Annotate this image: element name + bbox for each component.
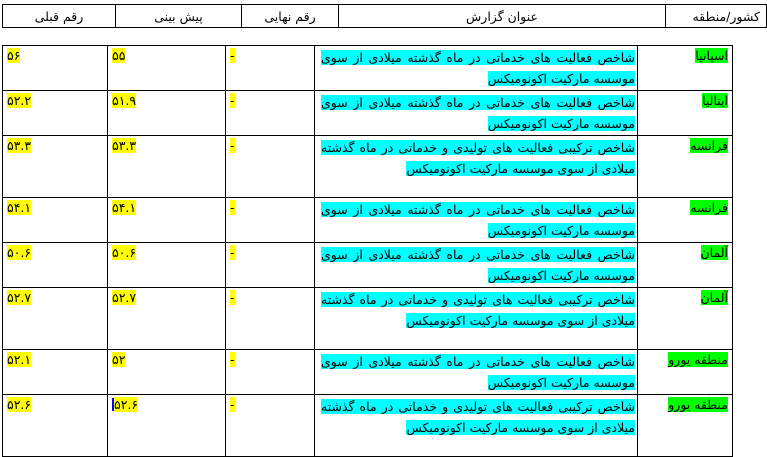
cell-previous[interactable] <box>3 136 108 198</box>
forecast-text: ۵۲ <box>112 352 126 367</box>
country-text: منطقه یورو <box>668 397 728 412</box>
cell-country[interactable] <box>638 243 733 288</box>
previous-text: ۵۶ <box>7 48 21 63</box>
title-text: شاخص ترکیبی فعالیت های تولیدی و خدماتی در ماه گذشته میلادی از سوی موسسه مارکیت اکونومیکس <box>321 399 635 435</box>
cell-final[interactable] <box>226 243 315 288</box>
cell-forecast[interactable] <box>108 243 226 288</box>
title-text: شاخص فعالیت های خدماتی در ماه گذشته میلادی از سوی موسسه مارکیت اکونومیکس <box>321 354 635 390</box>
cell-final[interactable] <box>226 91 315 136</box>
table-row <box>3 243 733 288</box>
header-table <box>2 4 767 28</box>
cell-previous[interactable] <box>3 395 108 457</box>
previous-text: ۵۲.۱ <box>7 352 32 367</box>
header-row <box>3 5 767 28</box>
country-text: آلمان <box>700 245 728 260</box>
final-text: - <box>230 245 235 260</box>
final-text: - <box>230 352 235 367</box>
forecast-text: ۵۴.۱ <box>112 200 137 215</box>
forecast-text: ۵۲.۷ <box>112 290 137 305</box>
forecast-text: ۵۵ <box>112 48 126 63</box>
cell-previous[interactable] <box>3 288 108 350</box>
final-text: - <box>230 138 235 153</box>
title-text: شاخص فعالیت های خدماتی در ماه گذشته میلادی از سوی موسسه مارکیت اکونومیکس <box>321 95 635 131</box>
cell-forecast[interactable] <box>108 288 226 350</box>
title-text: شاخص ترکیبی فعالیت های تولیدی و خدماتی در ماه گذشته میلادی از سوی موسسه مارکیت اکونومیکس <box>321 292 635 328</box>
country-text: منطقه یورو <box>668 352 728 367</box>
cell-country[interactable] <box>638 288 733 350</box>
cell-title[interactable] <box>315 243 638 288</box>
header-previous[interactable]: رقم قبلی <box>3 5 116 28</box>
cell-previous[interactable] <box>3 46 108 91</box>
cell-previous[interactable] <box>3 91 108 136</box>
cell-title[interactable] <box>315 198 638 243</box>
table-row <box>3 91 733 136</box>
final-text: - <box>230 290 235 305</box>
final-text: - <box>230 397 235 412</box>
table-row <box>3 395 733 457</box>
cell-title[interactable] <box>315 136 638 198</box>
title-text: شاخص ترکیبی فعالیت های تولیدی و خدماتی در ماه گذشته میلادی از سوی موسسه مارکیت اکونومیکس <box>321 140 635 176</box>
previous-text: ۵۲.۲ <box>7 93 32 108</box>
country-text: آلمان <box>700 290 728 305</box>
cell-final[interactable] <box>226 288 315 350</box>
cell-title[interactable] <box>315 288 638 350</box>
cell-title[interactable] <box>315 395 638 457</box>
cell-previous[interactable] <box>3 350 108 395</box>
title-text: شاخص فعالیت های خدماتی در ماه گذشته میلادی از سوی موسسه مارکیت اکونومیکس <box>321 202 635 238</box>
forecast-text: ۵۳.۳ <box>112 138 137 153</box>
forecast-text: ۵۱.۹ <box>112 93 137 108</box>
cell-previous[interactable] <box>3 198 108 243</box>
cell-country[interactable] <box>638 136 733 198</box>
cell-final[interactable] <box>226 136 315 198</box>
forecast-text: ۵۰.۶ <box>112 245 137 260</box>
title-text: شاخص فعالیت های خدماتی در ماه گذشته میلادی از سوی موسسه مارکیت اکونومیکس <box>321 247 635 283</box>
cell-title[interactable] <box>315 350 638 395</box>
header-forecast[interactable]: پیش بینی <box>116 5 242 28</box>
country-text: ایتالیا <box>702 93 728 108</box>
table-row <box>3 136 733 198</box>
data-table <box>2 45 733 457</box>
header-title[interactable]: عنوان گزارش <box>339 5 666 28</box>
previous-text: ۵۴.۱ <box>7 200 32 215</box>
cell-country[interactable] <box>638 395 733 457</box>
cell-final[interactable] <box>226 198 315 243</box>
header-final[interactable]: رقم نهایی <box>242 5 339 28</box>
previous-text: ۵۳.۳ <box>7 138 32 153</box>
final-text: - <box>230 93 235 108</box>
forecast-text: ۵۲.۶ <box>114 397 139 412</box>
cell-forecast[interactable] <box>108 350 226 395</box>
cell-final[interactable] <box>226 395 315 457</box>
cell-forecast[interactable] <box>108 91 226 136</box>
cell-forecast[interactable] <box>108 395 226 457</box>
cell-country[interactable] <box>638 46 733 91</box>
table-row <box>3 198 733 243</box>
final-text: - <box>230 48 235 63</box>
previous-text: ۵۲.۷ <box>7 290 32 305</box>
cell-country[interactable] <box>638 91 733 136</box>
table-row <box>3 350 733 395</box>
table-row <box>3 288 733 350</box>
final-text: - <box>230 200 235 215</box>
cell-forecast[interactable] <box>108 198 226 243</box>
cell-country[interactable] <box>638 350 733 395</box>
cell-forecast[interactable] <box>108 46 226 91</box>
cell-title[interactable] <box>315 91 638 136</box>
previous-text: ۵۲.۶ <box>7 397 32 412</box>
country-text: فرانسه <box>690 200 728 215</box>
cell-previous[interactable] <box>3 243 108 288</box>
cell-forecast[interactable] <box>108 136 226 198</box>
table-row <box>3 46 733 91</box>
cell-title[interactable] <box>315 46 638 91</box>
cell-final[interactable] <box>226 46 315 91</box>
cell-final[interactable] <box>226 350 315 395</box>
title-text: شاخص فعالیت های خدماتی در ماه گذشته میلادی از سوی موسسه مارکیت اکونومیکس <box>321 50 635 86</box>
cell-country[interactable] <box>638 198 733 243</box>
previous-text: ۵۰.۶ <box>7 245 32 260</box>
country-text: اسپانیا <box>695 48 728 63</box>
country-text: فرانسه <box>690 138 728 153</box>
header-country[interactable]: کشور/منطقه <box>666 5 767 28</box>
